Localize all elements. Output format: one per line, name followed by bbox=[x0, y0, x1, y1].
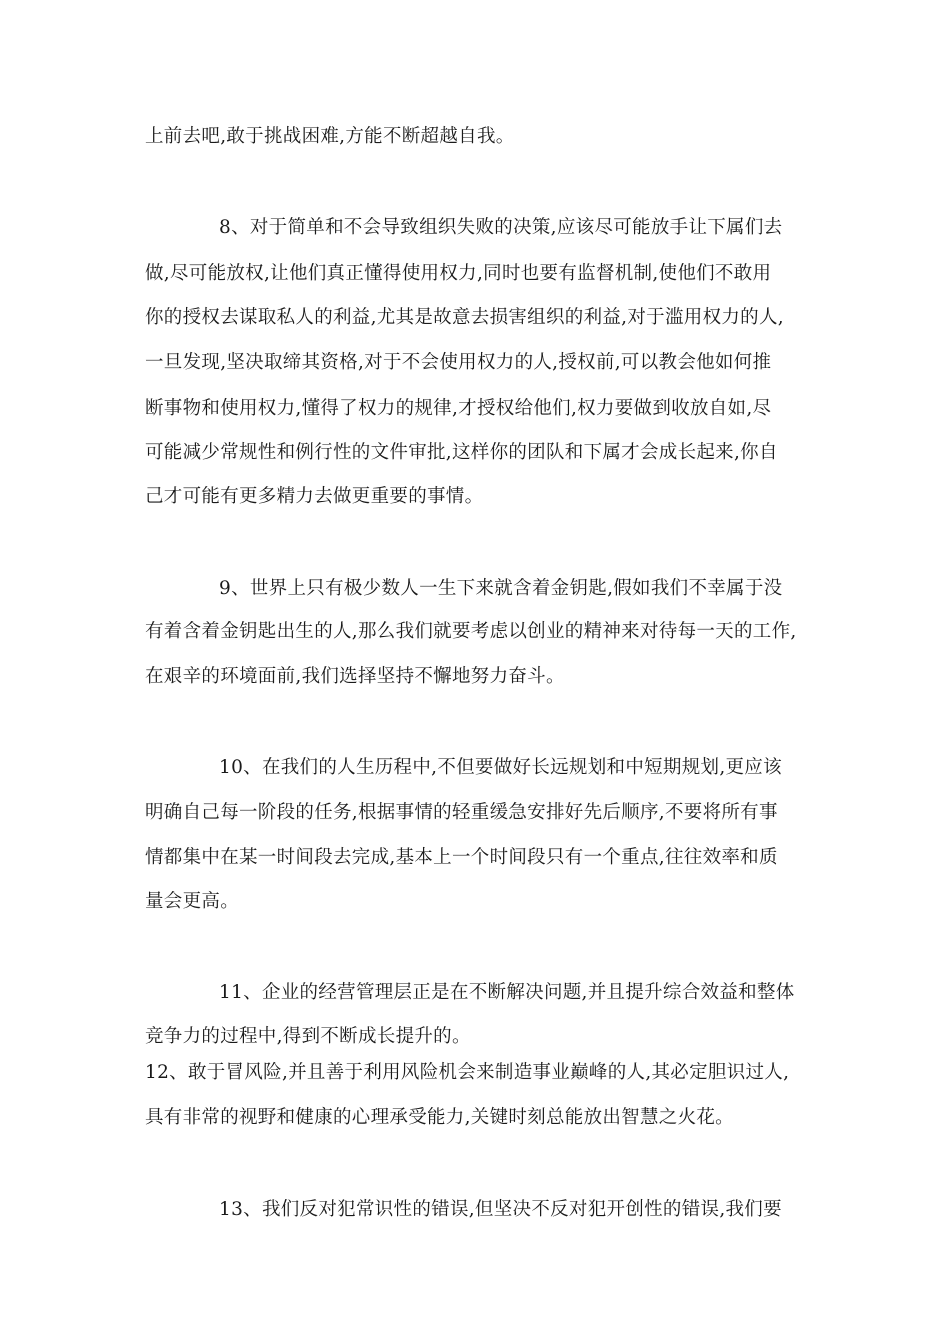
text-line: 一旦发现,坚决取缔其资格,对于不会使用权力的人,授权前,可以教会他如何推 bbox=[145, 352, 772, 373]
text-line: 11、企业的经营管理层正是在不断解决问题,并且提升综合效益和整体 bbox=[219, 982, 795, 1003]
text-line: 竞争力的过程中,得到不断成长提升的。 bbox=[145, 1026, 471, 1047]
text-line: 有着含着金钥匙出生的人,那么我们就要考虑以创业的精神来对待每一天的工作, bbox=[145, 621, 797, 642]
text-line: 12、敢于冒风险,并且善于利用风险机会来制造事业巅峰的人,其必定胆识过人, bbox=[145, 1062, 790, 1083]
text-line: 9、世界上只有极少数人一生下来就含着金钥匙,假如我们不幸属于没 bbox=[219, 578, 783, 599]
text-line: 在艰辛的环境面前,我们选择坚持不懈地努力奋斗。 bbox=[145, 666, 565, 687]
text-line: 上前去吧,敢于挑战困难,方能不断超越自我。 bbox=[145, 126, 515, 147]
text-line: 10、在我们的人生历程中,不但要做好长远规划和中短期规划,更应该 bbox=[219, 757, 782, 778]
text-line: 断事物和使用权力,懂得了权力的规律,才授权给他们,权力要做到收放自如,尽 bbox=[145, 398, 772, 419]
text-line: 你的授权去谋取私人的利益,尤其是故意去损害组织的利益,对于滥用权力的人, bbox=[145, 307, 784, 328]
text-line: 8、对于简单和不会导致组织失败的决策,应该尽可能放手让下属们去 bbox=[219, 217, 783, 238]
text-line: 情都集中在某一时间段去完成,基本上一个时间段只有一个重点,往往效率和质 bbox=[145, 847, 778, 868]
text-line: 明确自己每一阶段的任务,根据事情的轻重缓急安排好先后顺序,不要将所有事 bbox=[145, 802, 778, 823]
text-line: 量会更高。 bbox=[145, 891, 240, 912]
text-line: 己才可能有更多精力去做更重要的事情。 bbox=[145, 486, 484, 507]
text-line: 可能减少常规性和例行性的文件审批,这样你的团队和下属才会成长起来,你自 bbox=[145, 442, 778, 463]
text-line: 做,尽可能放权,让他们真正懂得使用权力,同时也要有监督机制,使他们不敢用 bbox=[145, 263, 772, 284]
text-line: 13、我们反对犯常识性的错误,但坚决不反对犯开创性的错误,我们要 bbox=[219, 1199, 782, 1220]
text-line: 具有非常的视野和健康的心理承受能力,关键时刻总能放出智慧之火花。 bbox=[145, 1107, 734, 1128]
